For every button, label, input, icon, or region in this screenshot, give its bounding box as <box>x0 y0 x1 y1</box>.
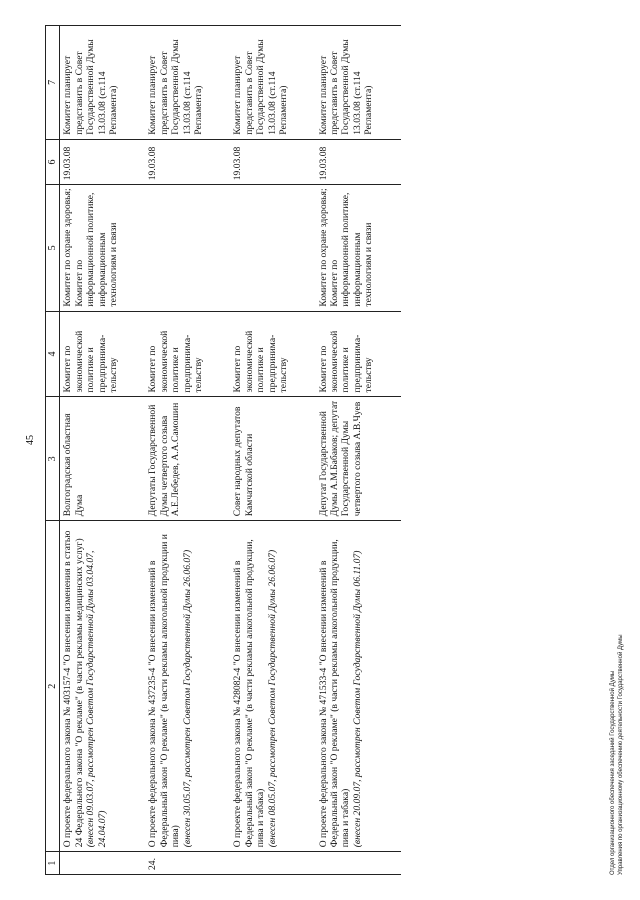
bill-title: О проекте федерального закона № 403157-4 "О внесении изменения в статью 24 Федерального закона "О рекламе" (в части рекламы медицинских услуг) <box>62 530 85 848</box>
co-committees-cell: Комитет по охране здоровья; Комитет по информационной политике, информационным технологиям и связи <box>316 185 401 311</box>
table-row <box>145 26 230 875</box>
footer-department: Отдел организационного обеспечения заседаний Государственной Думы <box>610 670 616 875</box>
header-cell-4: 4 <box>46 311 60 397</box>
co-committees-cell <box>230 185 315 311</box>
note-cell: Комитет планирует представить в Совет Государственной Думы 13.03.08 (ст.114 Регламента) <box>60 26 146 140</box>
bill-description <box>145 521 230 852</box>
page-number: 45 <box>25 435 36 445</box>
co-committees-cell <box>145 185 230 311</box>
committee-cell: Комитет по экономической политике и предпринима-тельству <box>60 311 146 397</box>
initiator-cell: Волгоградская областная Дума <box>60 397 146 521</box>
header-row <box>46 26 60 875</box>
header-cell-7: 7 <box>46 26 60 140</box>
note-cell: Комитет планирует представить в Совет Государственной Думы 13.03.08 (ст.114 Регламента) <box>316 26 401 140</box>
bill-source: (внесен 20.09.07, рассмотрен Советом Государственной Думы 06.11.07) <box>351 550 363 848</box>
bill-title: О проекте федерального закона № 437235-4 "О внесении изменений в Федеральный закон "О рекламе" (в части рекламы алкогольной продукции и пива) <box>147 534 182 848</box>
bill-source: (внесен 09.03.07, рассмотрен Советом Государственной Думы 03.04.07, 24.04.07) <box>85 550 108 848</box>
date-cell: 19.03.08 <box>145 139 230 184</box>
date-cell: 19.03.08 <box>230 139 315 184</box>
table-row <box>60 26 146 875</box>
bill-title: О проекте федерального закона № 428082-4 "О внесении изменений в Федеральный закон "О рекламе" (в части рекламы алкогольной продукции, пива и табака) <box>232 539 267 848</box>
header-cell-6: 6 <box>46 139 60 184</box>
header-cell-3: 3 <box>46 397 60 521</box>
bills-table <box>45 25 401 875</box>
date-cell: 19.03.08 <box>316 139 401 184</box>
footer-directorate: Управления по организационному обеспечению деятельности Государственной Думы <box>617 634 624 875</box>
row-number: 24. <box>145 852 230 875</box>
bill-source: (внесен 30.05.07, рассмотрен Советом Государственной Думы 26.06.07) <box>181 549 193 848</box>
table-row <box>316 26 401 875</box>
initiator-cell: Депутаты Государственной Думы четвертого созыва А.Е.Лебедев, А.А.Самошин <box>145 397 230 521</box>
committee-cell: Комитет по экономической политике и предпринима-тельству <box>230 311 315 397</box>
initiator-cell: Депутат Государственной Думы А.М.Бабаков; депутат Государственной Думы четвертого созыва А.В.Чуев <box>316 397 401 521</box>
co-committees-cell: Комитет по охране здоровья; Комитет по информационной политике, информационным технологиям и связи <box>60 185 146 311</box>
note-cell: Комитет планирует представить в Совет Государственной Думы 13.03.08 (ст.114 Регламента) <box>145 26 230 140</box>
header-cell-2: 2 <box>46 521 60 852</box>
bill-source: (внесен 08.05.07, рассмотрен Советом Государственной Думы 26.06.07) <box>266 549 278 848</box>
committee-cell: Комитет по экономической политике и предпринима-тельству <box>145 311 230 397</box>
bill-description <box>60 521 146 852</box>
bill-title: О проекте федерального закона № 471533-4 "О внесении изменений в Федеральный закон "О рекламе" (в части рекламы алкогольной продукции, пива и табака) <box>317 539 352 848</box>
table-row <box>230 26 315 875</box>
row-number <box>230 852 315 875</box>
date-cell: 19.03.08 <box>60 139 146 184</box>
committee-cell: Комитет по экономической политике и предпринима-тельству <box>316 311 401 397</box>
row-number <box>60 852 146 875</box>
initiator-cell: Совет народных депутатов Камчатской области <box>230 397 315 521</box>
row-number <box>316 852 401 875</box>
bill-description <box>230 521 315 852</box>
note-cell: Комитет планирует представить в Совет Государственной Думы 13.03.08 (ст.114 Регламента) <box>230 26 315 140</box>
bill-description <box>316 521 401 852</box>
page-footer <box>610 634 625 875</box>
header-cell-5: 5 <box>46 185 60 311</box>
header-cell-1: 1 <box>46 852 60 875</box>
